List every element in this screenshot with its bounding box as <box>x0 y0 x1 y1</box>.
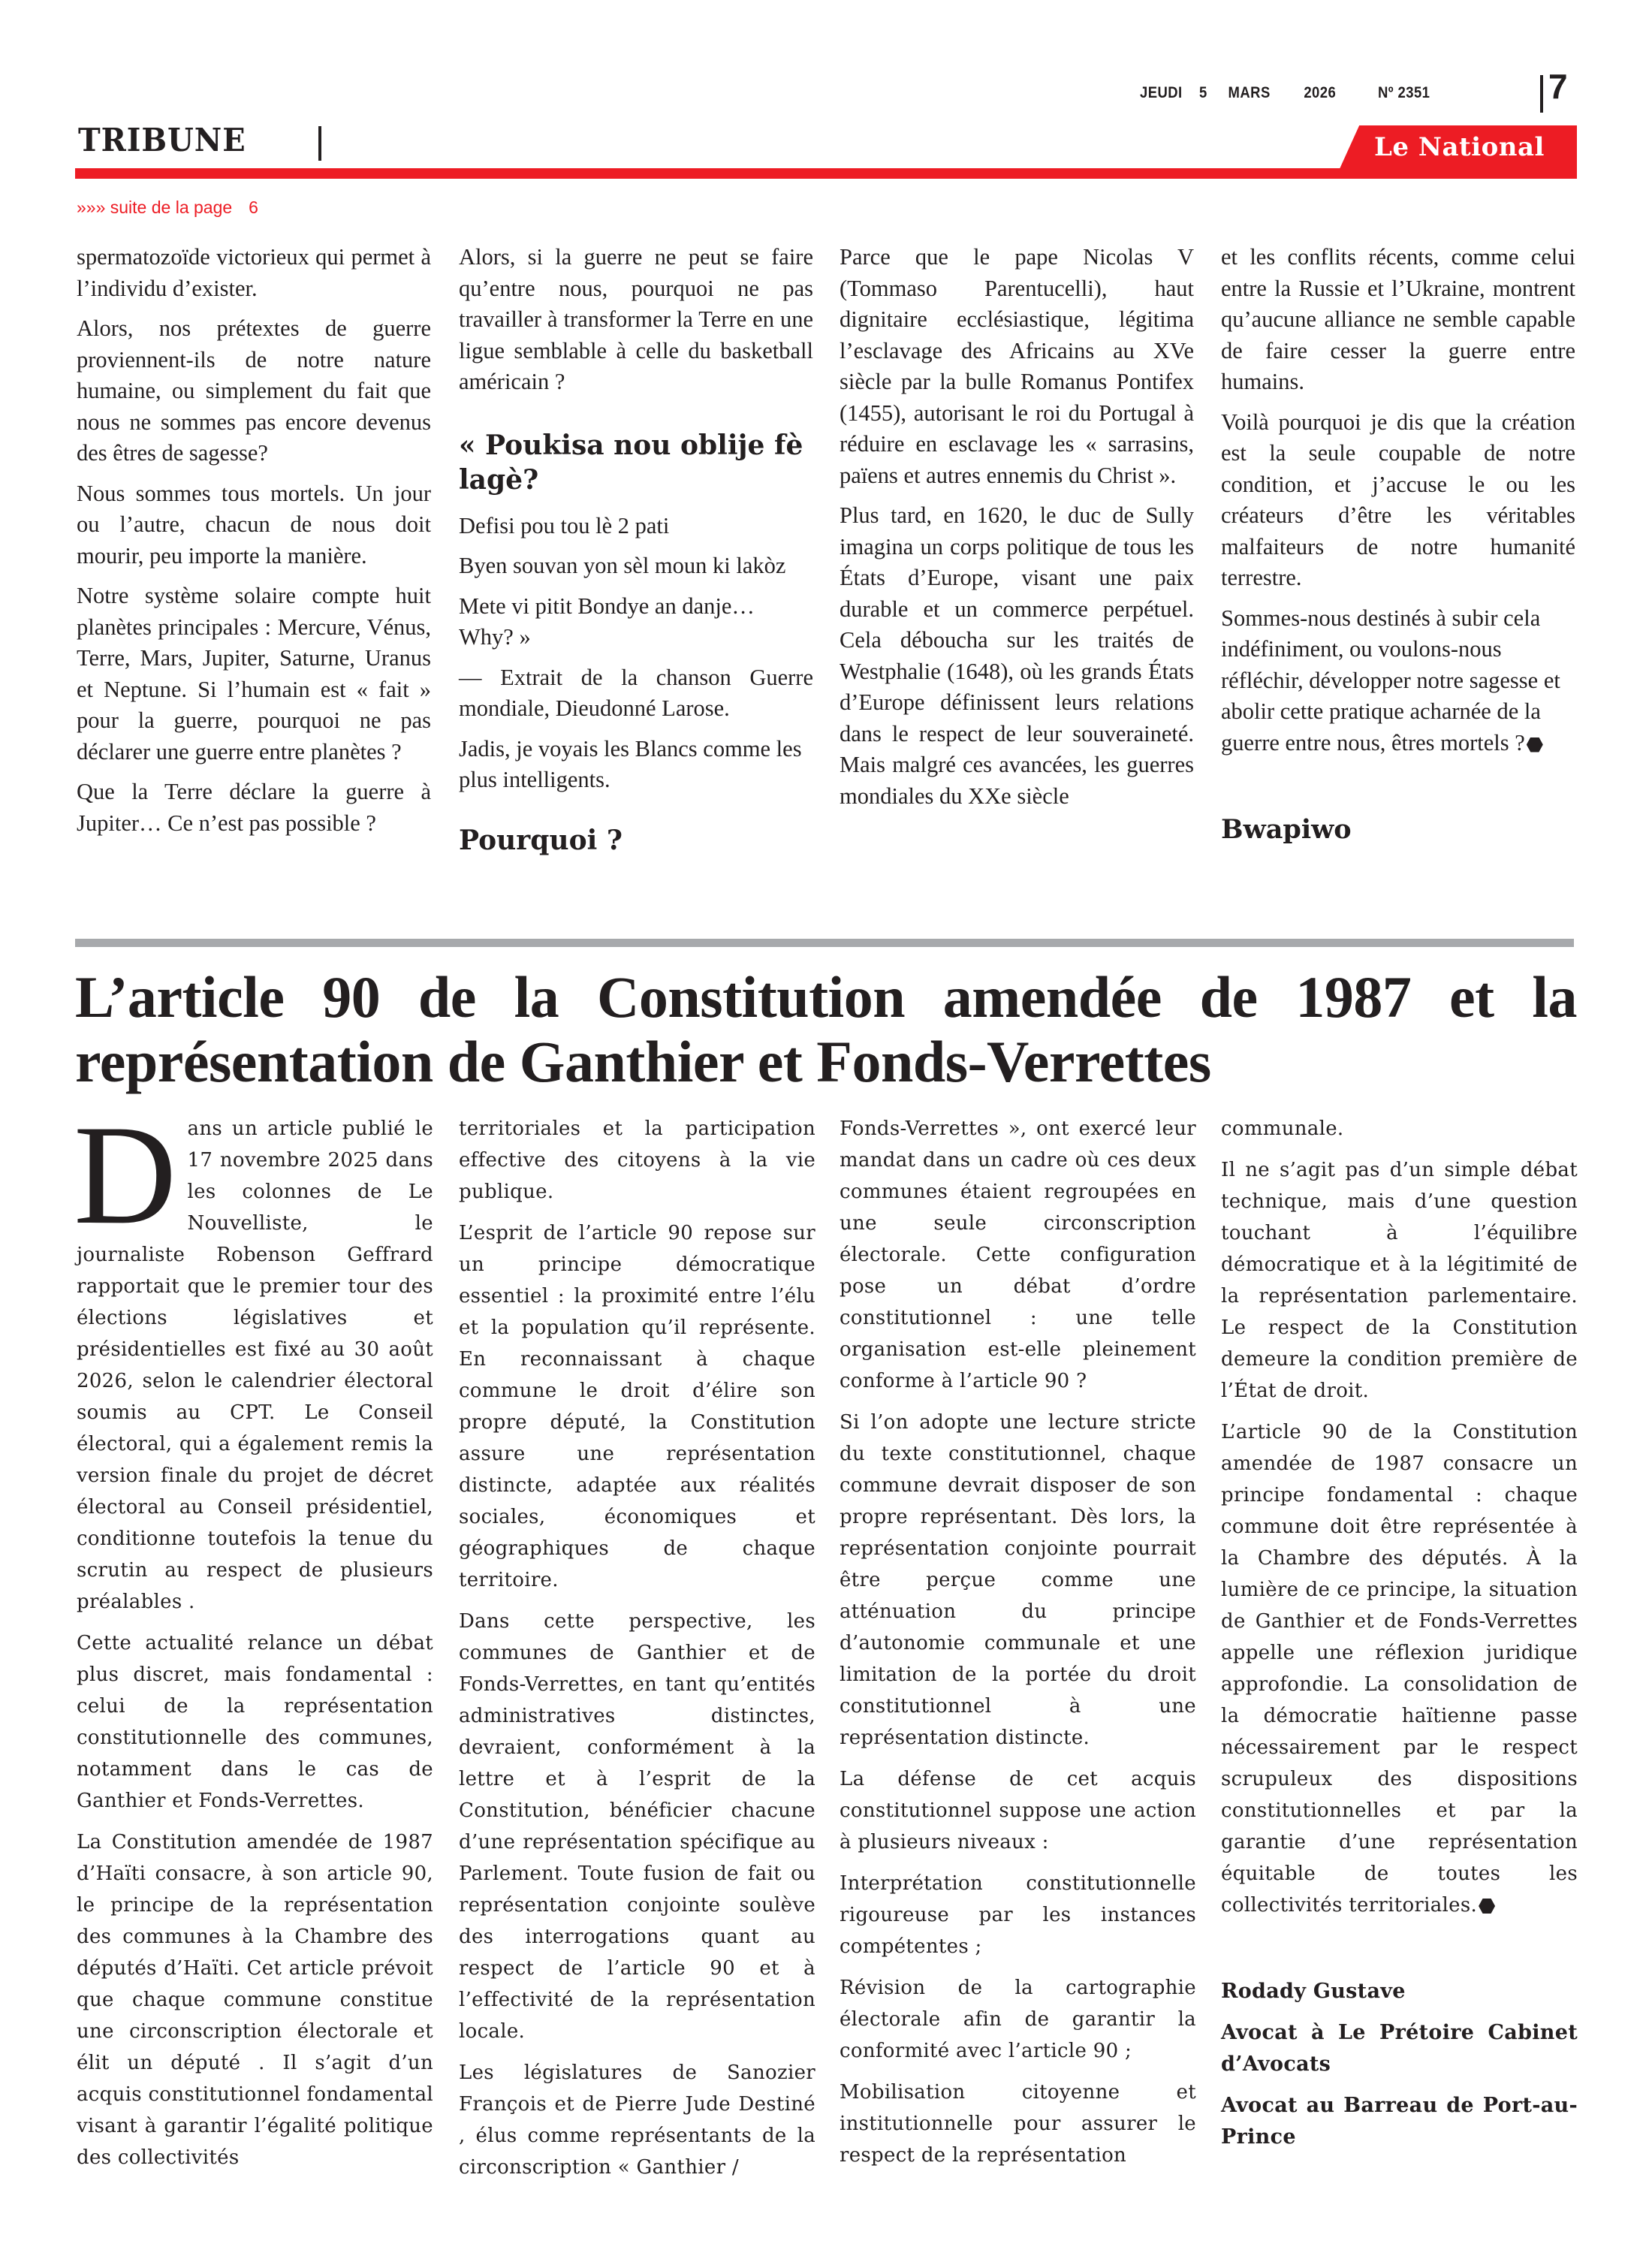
article-column-2 <box>459 1113 815 2193</box>
paragraph <box>74 1096 433 1618</box>
tribune-column-4 <box>1221 242 1575 861</box>
issue-meta <box>1140 84 1430 102</box>
subheading-pourquoi: Pourquoi ? <box>459 824 623 856</box>
section-title: TRIBUNE <box>78 122 246 158</box>
subheading-song: « Poukisa nou oblije fè lagè? <box>459 429 803 496</box>
headline-line-1: L’article 90 de la Constitution amendée de 1987 et la <box>75 964 1577 1030</box>
headline-line-2: représentation de Ganthier et Fonds-Verrettes <box>75 1029 1211 1094</box>
paragraph <box>1221 1416 1578 1921</box>
tribune-column-1 <box>77 242 431 848</box>
paragraph: Si l’on adopte une lecture stricte du texte constitutionnel, chaque commune devrait disposer de son propre représentant. Dès lors, la représentation conjointe pourrait être perçue comme une atténuation du principe d’autonomie communale et une limitation de la portée du droit constitutionnel à une représentation distincte. <box>840 1411 1196 1749</box>
article-column-4 <box>1221 1113 1578 2163</box>
paragraph: La Constitution amendée de 1987 d’Haïti consacre, à son article 90, le principe de la représentation des communes à la Chambre des députés d’Haïti. Cet article prévoit que chaque commune constitue une circonscription électorale et élit un député . Il s’agit d’un acquis constitutionnel fondamental visant à garantir l’égalité politique des collectivités <box>77 1831 433 2169</box>
list-item: Interprétation constitutionnelle rigoureuse par les instances compétentes ; <box>840 1872 1196 1958</box>
paragraph: L’esprit de l’article 90 repose sur un principe démocratique essentiel : la proximité entre l’élu et la population qu’il représente. En reconnaissant à chaque commune le droit d’élire son propre député, la Constitution assure une représentation distincte, adaptée aux réalités sociales, économiques et géographiques de chaque territoire. <box>459 1222 815 1591</box>
paragraph-text: Sommes-nous destinés à subir cela indéfiniment, ou voulons-nous réfléchir, développer notre sagesse et abolir cette pratique acharnée de la guerre entre nous, êtres mortels ? <box>1221 605 1560 756</box>
issue-number: Nº 2351 <box>1377 84 1430 101</box>
song-attribution: — Extrait de la chanson Guerre mondiale, Dieudonné Larose. <box>459 664 813 721</box>
end-of-article-icon <box>1527 737 1543 753</box>
issue-year: 2026 <box>1304 84 1337 101</box>
song-line: Defisi pou tou lè 2 pati <box>459 512 670 538</box>
paragraph: La défense de cet acquis constitutionnel suppose une action à plusieurs niveaux : <box>840 1768 1196 1853</box>
paragraph: Dans cette perspective, les communes de Ganthier et de Fonds-Verrettes, en tant qu’entités administratives distinctes, devraient, conformément à la lettre et à l’esprit de la Constitution, bénéficier chacune d’une représentation spécifique au Parlement. Toute fusion de fait ou représentation conjointe soulève des interrogations quant au respect de l’article 90 et à l’effectivité de la représentation locale. <box>459 1610 815 2043</box>
paragraph: Fonds-Verrettes », ont exercé leur mandat dans un cadre où ces deux communes étaient regroupées en une seule circonscription électorale. Cette configuration pose un débat d’ordre constitutionnel : une telle organisation est-elle pleinement conforme à l’article 90 ? <box>840 1117 1196 1392</box>
author-name: Rodady Gustave <box>1221 1980 1406 2003</box>
brand-logo: Le National <box>1374 132 1545 162</box>
paragraph: territoriales et la participation effective des citoyens à la vie publique. <box>459 1117 815 1203</box>
paragraph: Alors, nos prétextes de guerre proviennent-ils de notre nature humaine, ou simplement du fait que nous ne sommes pas encore devenus des êtres de sagesse? <box>77 315 431 466</box>
tribune-column-2 <box>459 242 813 871</box>
continued-label: »»» suite de la page <box>77 198 233 217</box>
continued-from-link[interactable] <box>77 198 258 218</box>
article-column-3 <box>840 1113 1196 2181</box>
issue-month: MARS <box>1228 84 1271 101</box>
article-column-1 <box>74 1096 433 2183</box>
end-of-article-icon <box>1479 1899 1495 1914</box>
list-item: Mobilisation citoyenne et institutionnelle pour assurer le respect de la représentation <box>840 2081 1196 2167</box>
article-headline <box>75 965 1577 1094</box>
paragraph: Il ne s’agit pas d’un simple débat technique, mais d’une question touchant à l’équilibre démocratique et à la légitimité de la représentation parlementaire. Le respect de la Constitution demeure la condition première de l’État de droit. <box>1221 1159 1578 1402</box>
issue-day: JEUDI <box>1140 84 1183 101</box>
list-item: Révision de la cartographie électorale afin de garantir la conformité avec l’article 90 ; <box>840 1977 1196 2062</box>
author-signature: Bwapiwo <box>1221 814 1352 845</box>
spacer <box>1221 1931 1578 1976</box>
paragraph: spermatozoïde victorieux qui permet à l’individu d’exister. <box>77 244 431 301</box>
paragraph: Notre système solaire compte huit planètes principales : Mercure, Vénus, Terre, Mars, Jupiter, Saturne, Uranus et Neptune. Si l’humain est « fait » pour la guerre, pourquoi ne pas déclarer une guerre entre planètes ? <box>77 583 431 765</box>
paragraph-text: ans un article publié le 17 novembre 2025 dans les colonnes de Le Nouvelliste, le journaliste Robenson Geffrard rapportait que le premier tour des élections législatives et présidentielles est fixé au 30 août 2026, selon le calendrier électoral soumis au CPT. Le Conseil électoral, qui a également remis la version finale du projet de décret électoral au Conseil présidentiel, conditionne toutefois la tenue du scrutin au respect de plusieurs préalables . <box>77 1117 433 1613</box>
song-line: Byen souvan yon sèl moun ki lakòz <box>459 553 786 578</box>
song-line: Mete vi pitit Bondye an danje… Why? » <box>459 593 755 650</box>
paragraph: Que la Terre déclare la guerre à Jupiter… Ce n’est pas possible ? <box>77 779 431 836</box>
issue-date: 5 <box>1198 84 1207 101</box>
paragraph <box>1221 603 1575 759</box>
page-number: 7 <box>1548 67 1568 106</box>
paragraph: Les législatures de Sanozier François et de Pierre Jude Destiné , élus comme représentants de la circonscription « Ganthier / <box>459 2061 815 2179</box>
section-divider-rule <box>75 939 1574 947</box>
paragraph: et les conflits récents, comme celui entre la Russie et l’Ukraine, montrent qu’aucune alliance ne semble capable de faire cesser la guerre entre humains. <box>1221 244 1575 394</box>
paragraph: Plus tard, en 1620, le duc de Sully imagina un corps politique de tous les États d’Europe, visant une paix durable et un commerce perpétuel. Cela déboucha sur les traités de Westphalie (1648), où les grands États d’Europe définissent leurs relations dans le respect de leur souveraineté. Mais malgré ces avancées, les guerres mondiales du XXe siècle <box>840 502 1194 809</box>
page-number-divider <box>1540 75 1543 113</box>
tribune-column-3 <box>840 242 1194 821</box>
author-title-1: Avocat à Le Prétoire Cabinet d’Avocats <box>1221 2021 1578 2076</box>
paragraph: Alors, si la guerre ne peut se faire qu’entre nous, pourquoi ne pas travailler à transformer la Terre en une ligue semblable à celle du basketball américain ? <box>459 244 813 394</box>
drop-cap: D <box>74 1096 177 1254</box>
paragraph: Nous sommes tous mortels. Un jour ou l’autre, chacun de nous doit mourir, peu importe la manière. <box>77 480 431 569</box>
paragraph: Voilà pourquoi je dis que la création est la seule coupable de notre condition, et j’accuse le ou les créateurs d’être les véritables malfaiteurs de notre humanité terrestre. <box>1221 409 1575 590</box>
author-title-2: Avocat au Barreau de Port-au-Prince <box>1221 2094 1578 2149</box>
paragraph: communale. <box>1221 1117 1344 1140</box>
paragraph: Parce que le pape Nicolas V (Tommaso Parentucelli), haut dignitaire ecclésiastique, légitima l’esclavage des Africains au XVe siècle par la bulle Romanus Pontifex (1455), autorisant le roi du Portugal à réduire en esclavage les « sarrasins, païens et autres ennemis du Christ ». <box>840 244 1194 488</box>
paragraph: Jadis, je voyais les Blancs comme les plus intelligents. <box>459 735 802 792</box>
section-divider <box>318 126 321 161</box>
paragraph: Cette actualité relance un débat plus discret, mais fondamental : celui de la représentation constitutionnelle des communes, notamment dans le cas de Ganthier et Fonds-Verrettes. <box>77 1632 433 1812</box>
continued-page: 6 <box>249 198 258 217</box>
paragraph-text: L’article 90 de la Constitution amendée de 1987 consacre un principe fondamental : chaque commune doit être représentée à la Chambre des députés. À la lumière de ce principe, la situation de Ganthier et de Fonds-Verrettes appelle une réflexion juridique approfondie. La consolidation de la démocratie haïtienne passe nécessairement par le respect scrupuleux des dispositions constitutionnelles et par la garantie d’une représentation équitable de toutes les collectivités territoriales. <box>1221 1421 1578 1917</box>
